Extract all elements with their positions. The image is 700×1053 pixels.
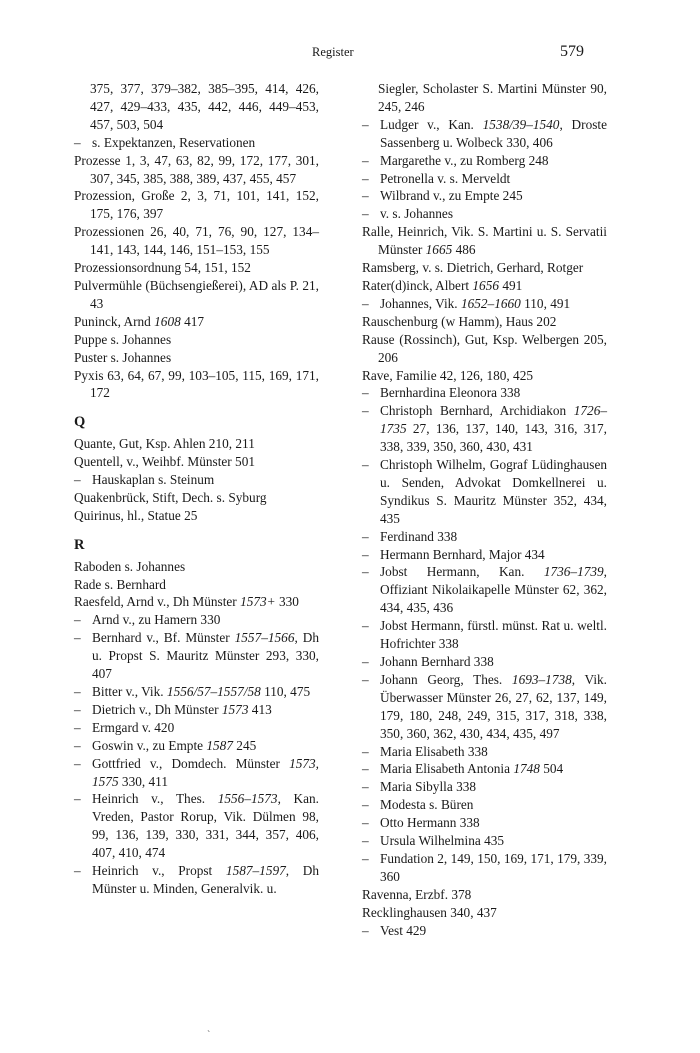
- index-entry: Rade s. Bernhard: [74, 576, 166, 592]
- index-subentry: – v. s. Johannes: [362, 206, 454, 222]
- subentry-dash: –: [362, 779, 369, 795]
- date-range: 1656: [472, 277, 499, 293]
- subentry-dash: –: [362, 295, 369, 311]
- index-subentry: – Otto Hermann 338: [362, 815, 480, 831]
- subentry-dash: –: [74, 134, 81, 150]
- date-range: 1587–1597: [225, 863, 286, 879]
- date-range: 1573+: [240, 594, 276, 610]
- index-subentry: – Ferdinand 338: [362, 528, 458, 544]
- index-entry: Recklinghausen 340, 437: [362, 904, 497, 920]
- index-subentry: – Bernhardina Eleonora 338: [362, 385, 521, 401]
- subentry-dash: –: [362, 457, 369, 473]
- subentry-dash: –: [362, 116, 369, 132]
- page-number: 579: [560, 43, 584, 60]
- date-range: 1693–1738: [511, 671, 572, 687]
- date-range: 1538/39–1540: [482, 116, 560, 132]
- subentry-dash: –: [74, 719, 81, 735]
- subentry-dash: –: [362, 761, 369, 777]
- index-entry: Ralle, Heinrich, Vik. S. Martini u. S. Servatii Münster 1665 486: [362, 224, 607, 258]
- subentry-dash: –: [362, 528, 369, 544]
- index-column-left: [74, 80, 319, 898]
- index-entry: Prozessionen 26, 40, 71, 76, 90, 127, 134–141, 143, 144, 146, 151–153, 155: [74, 224, 319, 258]
- subentry-dash: –: [362, 564, 369, 580]
- index-subentry: – Wilbrand v., zu Empte 245: [362, 188, 523, 204]
- index-subentry: – Maria Sibylla 338: [362, 779, 477, 795]
- date-range: 1608: [154, 313, 181, 329]
- index-entry: Pulvermühle (Büchsengießerei), AD als P. 21, 43: [74, 277, 319, 311]
- index-entry: Pyxis 63, 64, 67, 99, 103–105, 115, 169, 171, 172: [74, 367, 319, 401]
- index-entry: Quentell, v., Weihbf. Münster 501: [74, 454, 255, 470]
- index-subentry: – Modesta s. Büren: [362, 797, 474, 813]
- subentry-dash: –: [74, 612, 81, 628]
- index-entry: Rause (Rossinch), Gut, Ksp. Welbergen 205, 206: [362, 331, 607, 365]
- date-range: 1573: [221, 701, 249, 717]
- index-subentry: – Bernhard v., Bf. Münster 1557–1566, Dh u. Propst S. Mauritz Münster 293, 330, 407: [74, 630, 319, 682]
- index-entry: Rave, Familie 42, 126, 180, 425: [362, 367, 533, 383]
- date-range: 1557–1566: [234, 630, 295, 646]
- date-range: 1556–1573: [217, 791, 278, 807]
- index-subentry: – Fundation 2, 149, 150, 169, 171, 179, 339, 360: [362, 850, 607, 884]
- subentry-dash: –: [362, 385, 369, 401]
- index-subentry: – Goswin v., zu Empte 1587 245: [74, 737, 257, 753]
- index-subentry: – Bitter v., Vik. 1556/57–1557/58 110, 475: [74, 684, 311, 699]
- index-entry: Ravenna, Erzbf. 378: [362, 886, 472, 902]
- index-entry: Raesfeld, Arnd v., Dh Münster 1573+ 330: [74, 594, 299, 610]
- date-range: 1748: [513, 761, 540, 777]
- index-entry: Puninck, Arnd 1608 417: [74, 313, 205, 329]
- subentry-dash: –: [74, 684, 81, 699]
- index-subentry: – Heinrich v., Propst 1587–1597, Dh Münster u. Minden, Generalvik. u.: [74, 863, 319, 896]
- running-head: Register: [312, 45, 354, 59]
- index-subentry: – Ludger v., Kan. 1538/39–1540, Droste Sassenberg u. Wolbeck 330, 406: [362, 116, 607, 150]
- subentry-dash: –: [362, 152, 369, 168]
- date-range: 1652–1660: [460, 295, 521, 311]
- index-subentry: – Petronella v. s. Merveldt: [362, 170, 511, 186]
- index-subentry: – Hermann Bernhard, Major 434: [362, 546, 545, 562]
- section-letter: R: [74, 536, 85, 553]
- stray-mark: ˋ: [207, 1030, 211, 1041]
- subentry-dash: –: [74, 737, 81, 753]
- subentry-dash: –: [362, 833, 369, 849]
- index-continuation: Siegler, Scholaster S. Martini Münster 90, 245, 246: [378, 81, 607, 114]
- subentry-dash: –: [362, 170, 369, 186]
- index-subentry: – Maria Elisabeth 338: [362, 743, 488, 759]
- index-entry: Puppe s. Johannes: [74, 331, 172, 347]
- index-subentry: – Arnd v., zu Hamern 330: [74, 612, 221, 628]
- date-range: 1556/57–1557/58: [166, 684, 261, 699]
- subentry-dash: –: [74, 701, 81, 717]
- index-subentry: – Dietrich v., Dh Münster 1573 413: [74, 701, 272, 717]
- date-range: 1665: [425, 242, 453, 258]
- subentry-dash: –: [362, 403, 369, 419]
- index-subentry: – Gottfried v., Domdech. Münster 1573, 1575 330, 411: [74, 755, 319, 789]
- index-entry: Rauschenburg (w Hamm), Haus 202: [362, 313, 557, 329]
- index-column-right: [362, 80, 607, 940]
- index-subentry: – Ursula Wilhelmina 435: [362, 833, 505, 849]
- subentry-dash: –: [362, 206, 369, 222]
- index-entry: Raboden s. Johannes: [74, 558, 186, 574]
- index-entry: Prozesse 1, 3, 47, 63, 82, 99, 172, 177, 301, 307, 345, 385, 388, 389, 437, 455, 457: [74, 152, 319, 186]
- index-entry: Prozessionsordnung 54, 151, 152: [74, 260, 251, 276]
- index-subentry: – Christoph Bernhard, Archidiakon 1726–1735 27, 136, 137, 140, 143, 316, 317, 338, 339, 350, 360, 430, 431: [362, 403, 607, 455]
- index-subentry: – Maria Elisabeth Antonia 1748 504: [362, 761, 564, 777]
- index-subentry: – Margarethe v., zu Romberg 248: [362, 152, 549, 168]
- index-subentry: – Johann Georg, Thes. 1693–1738, Vik. Überwasser Münster 26, 27, 62, 137, 149, 179, 180, 248, 249, 315, 317, 318, 338, 350, 360, 362, 430, 434, 435, 497: [362, 671, 607, 741]
- index-subentry: – Ermgard v. 420: [74, 719, 175, 735]
- subentry-dash: –: [362, 618, 369, 634]
- subentry-dash: –: [362, 815, 369, 831]
- date-range: 1736–1739: [543, 564, 604, 580]
- index-subentry: – Jobst Hermann, fürstl. münst. Rat u. weltl. Hofrichter 338: [362, 618, 607, 652]
- date-range: 1573, 1575: [92, 755, 319, 789]
- index-subentry: – Heinrich v., Thes. 1556–1573, Kan. Vreden, Pastor Rorup, Vik. Dülmen 98, 99, 136, 139, 330, 331, 344, 357, 406, 407, 410, 474: [74, 791, 319, 861]
- index-entry: Prozession, Große 2, 3, 71, 101, 141, 152, 175, 176, 397: [74, 188, 319, 222]
- subentry-dash: –: [362, 797, 369, 813]
- subentry-dash: –: [74, 472, 81, 488]
- index-subentry: – Johannes, Vik. 1652–1660 110, 491: [362, 295, 571, 311]
- subentry-dash: –: [362, 743, 369, 759]
- subentry-dash: –: [362, 654, 369, 669]
- subentry-dash: –: [362, 671, 369, 687]
- index-subentry: – s. Expektanzen, Reservationen: [74, 134, 256, 150]
- index-entry: Quante, Gut, Ksp. Ahlen 210, 211: [74, 436, 255, 452]
- subentry-dash: –: [362, 546, 369, 562]
- subentry-dash: –: [362, 188, 369, 204]
- subentry-dash: –: [74, 755, 81, 771]
- index-subentry: – Christoph Wilhelm, Gograf Lüdinghausen u. Senden, Advokat Domkellnerei u. Syndikus S. Mauritz Münster 352, 434, 435: [362, 457, 607, 526]
- date-range: 1587: [206, 737, 233, 753]
- subentry-dash: –: [74, 791, 81, 807]
- subentry-dash: –: [74, 630, 81, 646]
- subentry-dash: –: [362, 922, 369, 938]
- index-entry: Ramsberg, v. s. Dietrich, Gerhard, Rotger: [362, 260, 584, 276]
- subentry-dash: –: [362, 850, 369, 866]
- subentry-dash: –: [74, 863, 81, 879]
- date-range: 1726–1735: [380, 403, 607, 437]
- index-entry: Puster s. Johannes: [74, 349, 172, 365]
- index-continuation: 375, 377, 379–382, 385–395, 414, 426, 427, 429–433, 435, 442, 446, 449–453, 457, 503, 504: [90, 81, 319, 132]
- section-letter: Q: [74, 414, 86, 431]
- index-entry: Rater(d)inck, Albert 1656 491: [362, 277, 523, 293]
- index-entry: Quakenbrück, Stift, Dech. s. Syburg: [74, 489, 267, 505]
- index-subentry: – Johann Bernhard 338: [362, 654, 494, 669]
- index-subentry: – Vest 429: [362, 922, 427, 938]
- index-subentry: – Jobst Hermann, Kan. 1736–1739, Offiziant Nikolaikapelle Münster 62, 362, 434, 435, 436: [362, 564, 607, 616]
- index-subentry: – Hauskaplan s. Steinum: [74, 472, 215, 488]
- index-entry: Quirinus, hl., Statue 25: [74, 507, 198, 523]
